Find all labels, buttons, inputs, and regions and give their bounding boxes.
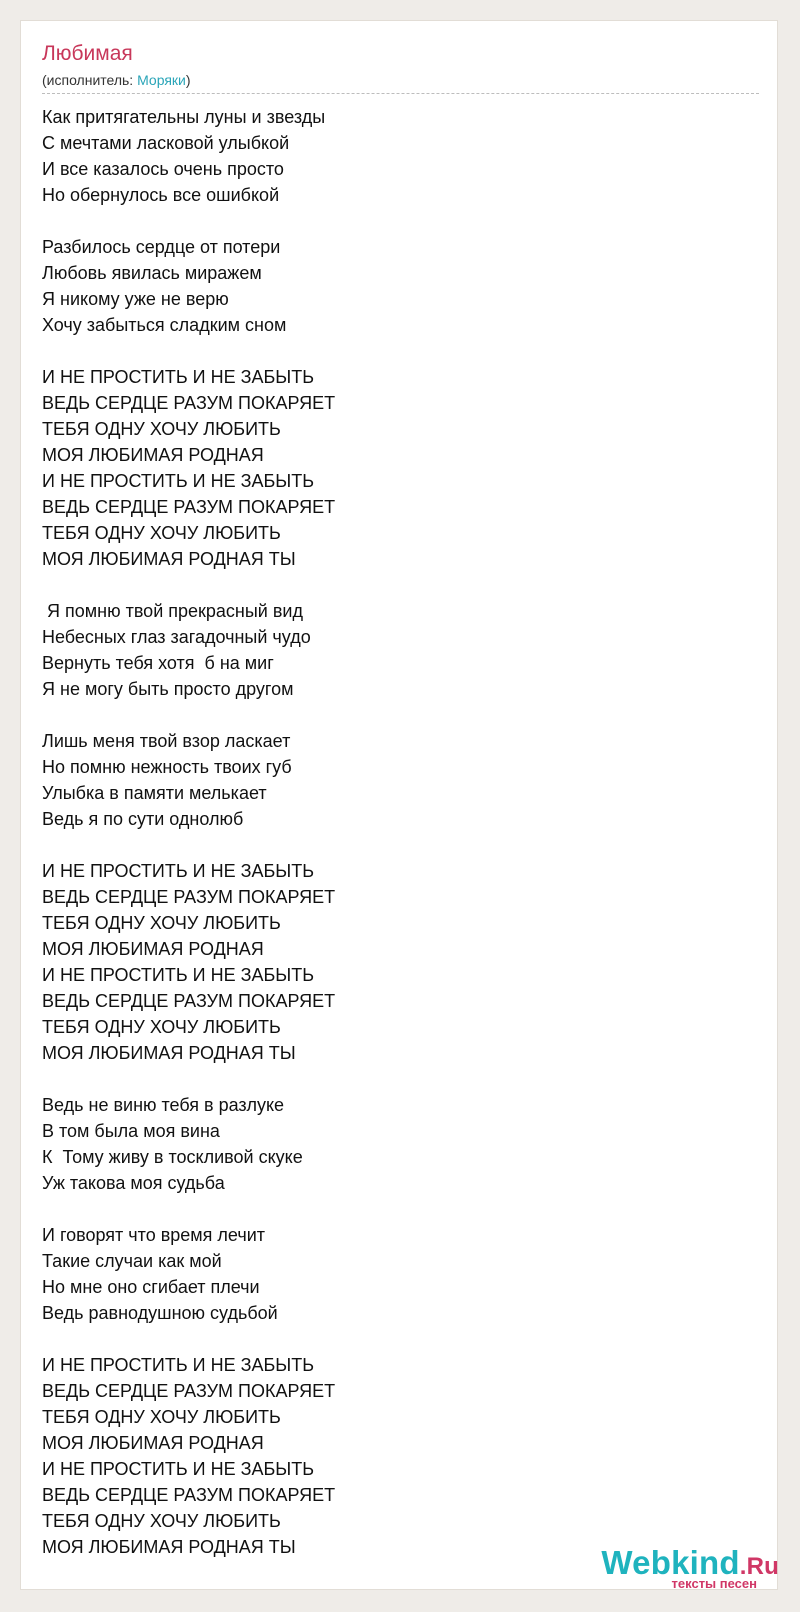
lyric-line: И НЕ ПРОСТИТЬ И НЕ ЗАБЫТЬ	[42, 1459, 315, 1479]
lyric-line: ВЕДЬ СЕРДЦЕ РАЗУМ ПОКАРЯЕТ	[42, 1381, 336, 1401]
lyric-line: И НЕ ПРОСТИТЬ И НЕ ЗАБЫТЬ	[42, 965, 315, 985]
lyric-line: ВЕДЬ СЕРДЦЕ РАЗУМ ПОКАРЯЕТ	[42, 497, 336, 517]
lyric-line: ТЕБЯ ОДНУ ХОЧУ ЛЮБИТЬ	[42, 419, 281, 439]
lyric-line: Вернуть тебя хотя б на миг	[42, 653, 274, 673]
lyric-line: В том была моя вина	[42, 1121, 220, 1141]
lyric-line: ВЕДЬ СЕРДЦЕ РАЗУМ ПОКАРЯЕТ	[42, 1485, 336, 1505]
lyric-line: С мечтами ласковой улыбкой	[42, 133, 290, 153]
logo-name: Webkind	[601, 1544, 740, 1581]
lyric-line: МОЯ ЛЮБИМАЯ РОДНАЯ ТЫ	[42, 549, 296, 569]
artist-prefix: (исполнитель:	[42, 72, 138, 88]
song-title: Любимая	[42, 42, 133, 65]
lyric-line: Я помню твой прекрасный вид	[42, 601, 303, 621]
lyric-line: МОЯ ЛЮБИМАЯ РОДНАЯ	[42, 1433, 264, 1453]
lyrics-stanza	[42, 1222, 742, 1326]
lyric-line: Разбилось сердце от потери	[42, 237, 281, 257]
lyric-line: ВЕДЬ СЕРДЦЕ РАЗУМ ПОКАРЯЕТ	[42, 991, 336, 1011]
lyric-line: МОЯ ЛЮБИМАЯ РОДНАЯ ТЫ	[42, 1537, 296, 1557]
lyric-line: Я никому уже не верю	[42, 289, 229, 309]
lyric-line: Но обернулось все ошибкой	[42, 185, 280, 205]
lyric-line: ТЕБЯ ОДНУ ХОЧУ ЛЮБИТЬ	[42, 1407, 281, 1427]
lyric-line: Ведь я по сути однолюб	[42, 809, 244, 829]
lyric-line: Но помню нежность твоих губ	[42, 757, 292, 777]
lyric-line: ТЕБЯ ОДНУ ХОЧУ ЛЮБИТЬ	[42, 523, 281, 543]
logo-tld: .Ru	[739, 1553, 779, 1580]
logo-tagline: тексты песен	[671, 1576, 757, 1591]
lyric-line: ВЕДЬ СЕРДЦЕ РАЗУМ ПОКАРЯЕТ	[42, 393, 336, 413]
lyric-line: И НЕ ПРОСТИТЬ И НЕ ЗАБЫТЬ	[42, 861, 315, 881]
lyrics-stanza	[42, 858, 742, 1066]
lyrics-stanza	[42, 1352, 742, 1560]
lyric-line: Такие случаи как мой	[42, 1251, 222, 1271]
lyric-line: И НЕ ПРОСТИТЬ И НЕ ЗАБЫТЬ	[42, 1355, 315, 1375]
lyric-line: И все казалось очень просто	[42, 159, 284, 179]
lyrics-stanza	[42, 364, 742, 572]
lyric-line: МОЯ ЛЮБИМАЯ РОДНАЯ ТЫ	[42, 1043, 296, 1063]
lyric-line: Улыбка в памяти мелькает	[42, 783, 267, 803]
lyric-line: ТЕБЯ ОДНУ ХОЧУ ЛЮБИТЬ	[42, 913, 281, 933]
lyric-line: Ведь равнодушною судьбой	[42, 1303, 278, 1323]
lyric-line: МОЯ ЛЮБИМАЯ РОДНАЯ	[42, 445, 264, 465]
lyrics-stanza	[42, 1092, 742, 1196]
lyric-line: К Тому живу в тоскливой скуке	[42, 1147, 303, 1167]
lyric-line: Я не могу быть просто другом	[42, 679, 294, 699]
artist-suffix: )	[185, 72, 191, 88]
lyric-line: ВЕДЬ СЕРДЦЕ РАЗУМ ПОКАРЯЕТ	[42, 887, 336, 907]
lyric-line: И НЕ ПРОСТИТЬ И НЕ ЗАБЫТЬ	[42, 367, 315, 387]
lyric-line: Небесных глаз загадочный чудо	[42, 627, 311, 647]
lyrics-stanza	[42, 598, 742, 702]
lyric-line: Хочу забыться сладким сном	[42, 315, 287, 335]
artist-line	[42, 72, 191, 88]
lyric-line: Уж такова моя судьба	[42, 1173, 225, 1193]
title-divider	[42, 93, 759, 94]
site-logo[interactable]	[583, 1544, 779, 1590]
lyrics-stanza	[42, 728, 742, 832]
lyric-line: Ведь не виню тебя в разлуке	[42, 1095, 285, 1115]
artist-link[interactable]: Моряки	[137, 72, 186, 88]
lyric-line: Как притягательны луны и звезды	[42, 107, 326, 127]
lyric-line: Любовь явилась миражем	[42, 263, 262, 283]
lyrics-stanza	[42, 234, 742, 338]
lyric-line: Лишь меня твой взор ласкает	[42, 731, 291, 751]
lyrics-body	[42, 104, 742, 1586]
lyric-line: И НЕ ПРОСТИТЬ И НЕ ЗАБЫТЬ	[42, 471, 315, 491]
lyric-line: Но мне оно сгибает плечи	[42, 1277, 260, 1297]
lyric-line: И говорят что время лечит	[42, 1225, 266, 1245]
lyric-line: МОЯ ЛЮБИМАЯ РОДНАЯ	[42, 939, 264, 959]
lyric-line: ТЕБЯ ОДНУ ХОЧУ ЛЮБИТЬ	[42, 1511, 281, 1531]
lyric-line: ТЕБЯ ОДНУ ХОЧУ ЛЮБИТЬ	[42, 1017, 281, 1037]
lyrics-stanza	[42, 104, 742, 208]
